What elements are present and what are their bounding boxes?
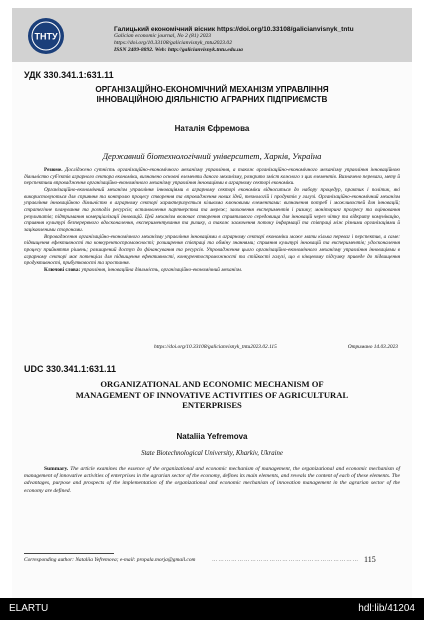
title-uk-line: ОРГАНІЗАЦІЙНО-ЕКОНОМІЧНИЙ МЕХАНІЗМ УПРАВЛІННЯ xyxy=(95,85,329,94)
summary-uk xyxy=(24,167,400,187)
keywords-text-uk: управління, інноваційна діяльність, організаційно-економічний механізм. xyxy=(81,266,243,273)
author-en: Nataliia Yefremova xyxy=(176,432,248,441)
summary-text-en: The article examines the essence of the organizational and economic mechanism of management, the organizational and economic mechanism of management of innovative activities of enterprises in the agrarian sector of the economy, defines its main elements, and reveals the content of each of these elements. The advantages, purpose and prospects of the implementation of the organizational and economic mechanism of innovation management in the agrarian sector of the economy are defined. xyxy=(24,466,401,494)
issue-doi-line: https://doi.org/10.33108/galicianvisnyk_tntu2023.02 xyxy=(114,40,233,46)
corresponding-author-note: Corresponding author: Nataliia Yefremova; e-mail: propala.morja@gmail.com xyxy=(24,557,196,563)
summary-text-uk: Досліджено сутність організаційно-економічного механізму управління, а також організаційно-економічного механізму управління інноваційною діяльністю суб'єктів аграрного сектора економіки, визначено основні елементи даного механізму, розкрито зміст кожного з цих елементів. Визначено переваги, мету й перспективи впровадження організаційно-економічного механізму управління інноваціями в аграрному секторі економіки. xyxy=(24,167,400,187)
summary-label-en: Summary. xyxy=(44,466,69,472)
affiliation-uk: Державний біотехнологічний університет, Харків, Україна xyxy=(102,151,322,161)
keywords-label-uk: Ключові слова: xyxy=(44,266,81,273)
author-uk: Наталія Єфремова xyxy=(174,124,250,133)
udc-uk: УДК 330.341.1:631.11 xyxy=(24,70,114,80)
journal-header-text xyxy=(114,26,414,54)
journal-title-line: Галицький економічний вісник https://doi.org/10.33108/galicianvisnyk_tntu xyxy=(114,26,354,33)
handle-id[interactable]: hdl:lib/41204 xyxy=(358,603,415,614)
page-number: 115 xyxy=(364,555,376,564)
repository-bar xyxy=(0,598,424,620)
footnote-divider xyxy=(24,553,114,554)
abstract-uk xyxy=(24,167,400,274)
paragraph-uk: Впровадження організаційно-економічного механізму управління інноваціями в аграрному секторі економіки може мати кілька переваг і перспектив, а саме: підвищення ефективності та конкурентоспроможності; розширення співпраці та обміну знаннями; сприяння культурі інновацій та експериментів; удосконалення процесу прийняття рішень; розширений доступ до фінансування та ресурсів. Упровадження цього організаційно-економічного механізму управління інноваціями в аграрному секторі має потенціал для підвищення ефективності, конкурентоспроможності та стійкості галузі, що в кінцевому підсумку приведе до підвищення продуктивності, прибутковості та зростання. xyxy=(24,233,400,267)
title-en-line: MANAGEMENT OF INNOVATIVE ACTIVITIES OF AGRICULTURAL xyxy=(75,389,349,400)
summary-en xyxy=(24,466,400,495)
issn-line: ISSN 2409-8892. Web: http://galicianvisnyk.tntu.edu.ua xyxy=(114,47,243,53)
article-title-uk xyxy=(24,85,400,105)
paragraph-uk: Організаційно-економічний механізм управління інноваціями в аграрному секторі економіки відноситься до набору процедур, практик і політик, які використовуються для сприяння та контролю процесу створення та впровадження нових ідей, технологій і продуктів у галузі. Організаційно-економічний механізм управління інноваційною діяльністю в аграрному секторі характеризується кількома ключовими елементами: визначення потреб і можливостей для інновацій; стратегічне планування та розподіл ресурсів; встановлення партнерства та мереж; заохочення експериментів і ризику; моніторинг прогресу та оцінювання результатів; підтримання комерціалізації інновацій. Цей механізм включає створення сприятливого середовища для інновацій через чітку та відкриту комунікацію, сприяння культурі безперервного вдосконалення, експериментування та ризику, а також заохочення потоку інформації та співпраці між різними організаціями й зацікавленими сторонами. xyxy=(24,186,400,233)
affiliation-en: State Biotechnological University, Kharkiv, Ukraine xyxy=(141,450,283,457)
article-title-en xyxy=(24,379,400,411)
title-en-line: ORGANIZATIONAL AND ECONOMIC MECHANISM OF xyxy=(100,379,324,389)
title-en-line: ENTERPRISES xyxy=(182,400,242,410)
leader-dots: …………………………………………………………… xyxy=(212,557,359,563)
keywords-uk xyxy=(24,267,400,274)
abstract-en xyxy=(24,466,400,495)
received-date: Отримано 14.03.2023 xyxy=(347,344,398,350)
title-uk-line: ІННОВАЦІЙНОЮ ДІЯЛЬНІСТЮ АГРАРНИХ ПІДПРИЄМСТВ xyxy=(96,95,328,104)
article-doi-link[interactable]: https://doi.org/10.33108/galicianvisnyk_tntu2023.02.115 xyxy=(154,344,277,350)
udc-en: UDC 330.341.1:631.11 xyxy=(24,364,117,374)
summary-label-uk: Резюме. xyxy=(44,167,63,173)
journal-issue-line: Galician economic journal, No 2 (81) 2023 xyxy=(114,33,212,39)
university-logo xyxy=(26,16,66,56)
logo-text: ТНТУ xyxy=(34,31,58,42)
repository-name: ELARTU xyxy=(9,603,49,614)
